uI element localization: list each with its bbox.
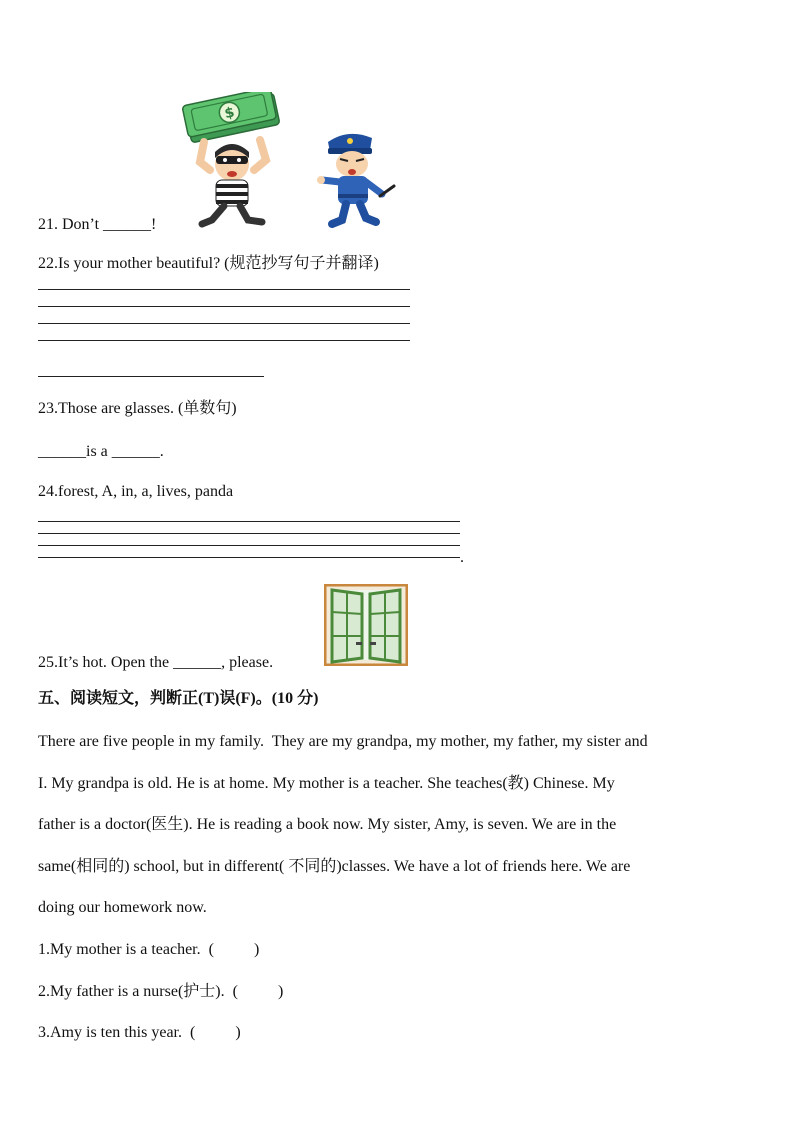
sentence-period: . — [460, 549, 464, 566]
passage-line: same(相同的) school, but in different( 不同的)classes. We have a lot of friends here. We are — [38, 858, 631, 875]
section-5-heading: 五、阅读短文，判断正(T)误(F)。(10 分) — [38, 690, 319, 707]
answer-line[interactable] — [38, 323, 410, 324]
robber-carrying-money-icon — [182, 92, 284, 232]
svg-text:$: $ — [223, 104, 236, 123]
question-21: 21. Don’t ______! — [38, 216, 157, 233]
question-25: 25.It’s hot. Open the ______, please. — [38, 654, 274, 671]
answer-line[interactable] — [38, 545, 460, 546]
question-22: 22.Is your mother beautiful? (规范抄写句子并翻译) — [38, 255, 379, 272]
answer-line[interactable] — [38, 306, 410, 307]
answer-line[interactable] — [38, 289, 410, 290]
window-icon — [324, 584, 408, 666]
answer-line[interactable] — [38, 521, 460, 522]
question-24: 24.forest, A, in, a, lives, panda — [38, 483, 234, 500]
tf-question-1[interactable]: 1.My mother is a teacher. ( ) — [38, 941, 260, 958]
passage-line: There are five people in my family. They are my grandpa, my mother, my father, my sister and — [38, 733, 648, 750]
answer-line[interactable] — [38, 340, 410, 341]
police-officer-icon — [316, 128, 398, 232]
answer-line[interactable] — [38, 533, 460, 534]
question-23: 23.Those are glasses. (单数句) — [38, 400, 237, 417]
answer-line[interactable] — [38, 557, 460, 558]
question-23-answer-line[interactable]: ______is a ______. — [38, 443, 164, 460]
passage-line: father is a doctor(医生). He is reading a book now. My sister, Amy, is seven. We are in the — [38, 816, 617, 833]
tf-question-3[interactable]: 3.Amy is ten this year. ( ) — [38, 1024, 241, 1041]
tf-question-2[interactable]: 2.My father is a nurse(护士). ( ) — [38, 983, 284, 1000]
passage-line: doing our homework now. — [38, 899, 207, 916]
passage-line: I. My grandpa is old. He is at home. My mother is a teacher. She teaches(教) Chinese. My — [38, 775, 615, 792]
translation-answer-line[interactable] — [38, 376, 264, 377]
